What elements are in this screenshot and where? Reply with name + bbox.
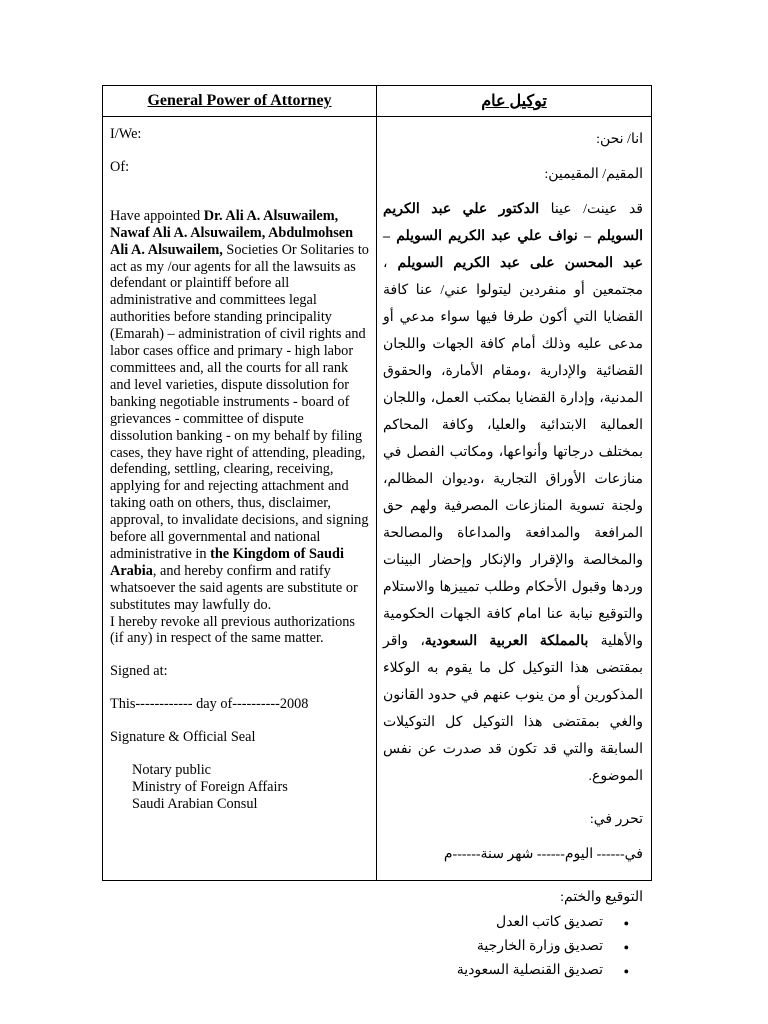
- arabic-appointed-intro: قد عينت/ عينا: [539, 202, 643, 217]
- english-title: General Power of Attorney: [147, 92, 332, 109]
- arabic-signature-seal-label: التوقيع والختم:: [560, 890, 643, 905]
- arabic-date-line: في------ اليوم------ شهر سنة------م: [443, 847, 643, 862]
- kingdom-name: the Kingdom of Saudi Arabia: [110, 545, 344, 579]
- power-of-attorney-table: [102, 85, 652, 978]
- english-title-cell: [103, 86, 376, 117]
- ana-nahn-label: انا/ نحن:: [596, 132, 643, 147]
- appointment-paragraph: [110, 208, 370, 614]
- arabic-title: توكيل عام: [481, 93, 547, 110]
- seal-item: ● تصديق القنصلية السعودية: [383, 959, 603, 983]
- arabic-body: [377, 117, 651, 983]
- of-label: Of:: [110, 158, 130, 175]
- seal-item: ● تصديق كاتب العدل: [383, 911, 603, 935]
- arabic-powers-text: ، مجتمعين أو منفردين ليتولوا عني/ عنا كافة القضايا التي أكون طرفا فيها سواء مدعي أو مدعى عليه وذلك أمام كافة الجهات واللجان القضائية والإدارية ،ومقام الأمارة، والحقوق المدنية، وإدارة القضايا بمكتب العمل، واللجان العمالية الابتدائية والعليا، وكافة المحاكم بمختلف درجاتها وأنواعها، ومكاتب الفصل في منازعات الأوراق التجارية ،وديوان المظالم، ولجنة تسوية المنازعات المصرفية ولهم حق المرافعة والمدافعة والمداعاة والمصالحة والمخالصة والإقرار والإنكار وإحضار البينات وردها وقبول الأحكام وطلب تمييزها والاستلام والتوقيع نيابة عنا امام كافة الجهات الحكومية والأهلية: [383, 256, 643, 649]
- signed-at-label: Signed at:: [110, 663, 168, 680]
- seal-item: ● تصديق وزارة الخارجية: [383, 935, 603, 959]
- date-line: This------------ day of----------2008: [110, 696, 309, 713]
- english-body: [103, 117, 376, 813]
- seal-list: [383, 911, 643, 983]
- ratify-text: , and hereby confirm and ratify whatsoever the said agents are substitute or substitutes may lawfully do.: [110, 562, 358, 613]
- notary-line: Notary public: [132, 762, 212, 779]
- notary-line: Ministry of Foreign Affairs: [132, 779, 288, 795]
- powers-text: Societies Or Solitaries to act as my /our agents for all the lawsuits as defendant or plaintiff before all administrative and committees legal authorities before standing principality (Emarah) – administration of civil rights and labor cases office and primary - high labor committees and, all the courts for all rank and level varieties, dispute dissolution for banking negotiable instruments - board of grievances - committee of dispute dissolution banking - on my behalf by filing cases, they have right of attending, pleading, defending, settling, clearing, receiving, applying for and rejecting attachment and taking oath on others, thus, disclaimer, approval, to invalidate decisions, and signing before all governmental and national administrative in: [110, 241, 369, 562]
- arabic-ratify-text: ، واقر بمقتضى هذا التوكيل كل ما يقوم به الوكلاء المذكورين أو من ينوب عنهم في حدود القانون والغي بمقتضى هذا التوكيل كل التوكيلات السابقة والتي قد تكون قد صدرت عن نفس الموضوع.: [383, 634, 643, 784]
- notary-list: [110, 762, 370, 813]
- appointed-intro: Have appointed: [110, 207, 204, 224]
- agent-names: Dr. Ali A. Alsuwailem, Nawaf Ali A. Alsuwailem, Abdulmohsen Ali A. Alsuwailem,: [110, 207, 354, 258]
- signature-seal-label: Signature & Official Seal: [110, 729, 256, 746]
- english-column: [103, 86, 377, 880]
- notary-line: Saudi Arabian Consul: [132, 795, 258, 812]
- arabic-title-cell: [377, 86, 651, 117]
- i-we-label: I/We:: [110, 126, 142, 142]
- arabic-kingdom-name: بالمملكة العربية السعودية: [424, 634, 589, 649]
- muqim-label: المقيم/ المقيمين:: [544, 167, 643, 182]
- tahrir-label: تحرر في:: [589, 812, 643, 827]
- arabic-appointment-paragraph: [383, 196, 643, 790]
- arabic-agent-names: الدكتور علي عبد الكريم السويلم – نواف علي عبد الكريم السويلم – عبد المحسن على عبد الكريم السويلم: [383, 202, 643, 271]
- revoke-paragraph: I hereby revoke all previous authorizations (if any) in respect of the same matter.: [110, 613, 355, 647]
- arabic-column: [377, 86, 651, 978]
